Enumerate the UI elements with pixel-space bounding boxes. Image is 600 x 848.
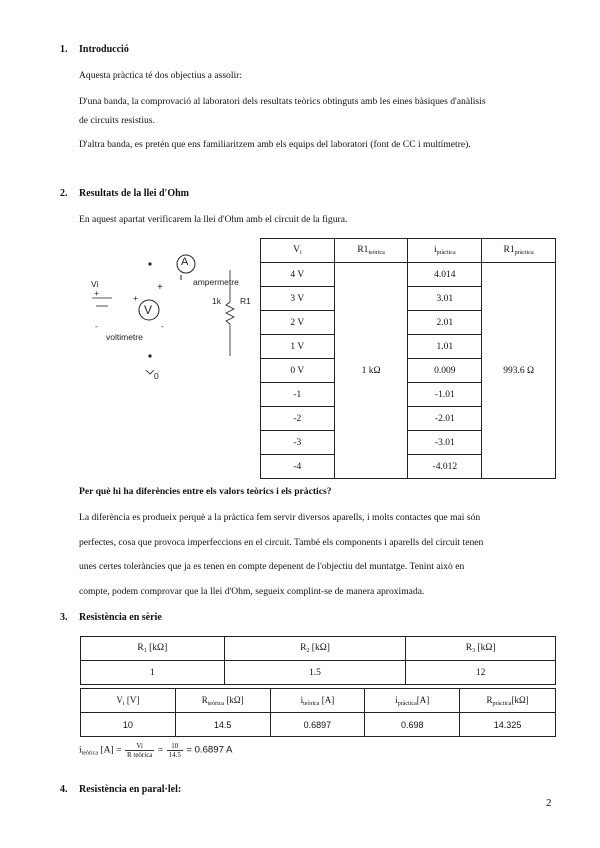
r1-teorica-cell: 1 kΩ <box>334 263 408 479</box>
ammeter-symbol: A <box>181 256 189 268</box>
header-r-teorica: $R_{teòrica}$ [kΩ] <box>175 689 270 713</box>
ohm-law-table <box>260 238 556 479</box>
current-formula <box>79 742 232 759</box>
section-3-title: Resistència en sèrie <box>79 612 162 623</box>
header-i-practica: $i_{pràctica}[A]$ <box>365 689 460 713</box>
i-practica-cell: -4.012 <box>408 455 482 479</box>
voltmeter-label: voltimetre <box>106 332 143 342</box>
resistor-name: R1 <box>240 296 251 306</box>
i-practica-value: 0.698 <box>365 713 460 737</box>
vi-cell: -2 <box>261 407 335 431</box>
series-table-header-row <box>81 637 556 661</box>
section-1-title: Introducció <box>79 44 129 55</box>
answer-line-2: perfectes, cosa que provoca imperfeccions en el circuit. També els components i aparells del circuit tenen <box>79 537 484 548</box>
ammeter-plus: + <box>157 282 163 293</box>
table-row <box>261 263 556 287</box>
fraction-1-denominator: R teòrica <box>126 751 153 759</box>
source-plus: + <box>94 288 99 298</box>
ohm-table-header-row <box>261 239 556 263</box>
i-practica-cell: 0.009 <box>408 359 482 383</box>
r1-practica-cell: 993.6 Ω <box>482 263 556 479</box>
header-r-practica: $R_{pràctica}[k\Omega]$ <box>460 689 556 713</box>
vi-value: 10 <box>81 713 176 737</box>
circuit-drawing <box>80 248 260 388</box>
series-results-table <box>80 688 556 737</box>
intro-line-4: D'altra banda, es pretén que ens familiaritzem amb els equips del laboratori (font de CC i multímetre). <box>79 139 471 150</box>
intro-line-1: Aquesta pràctica té dos objectius a assolir: <box>79 70 243 81</box>
formula-equals: = <box>157 744 164 756</box>
formula-fraction-2 <box>167 742 183 759</box>
formula-result: = 0.6897 A <box>186 744 233 756</box>
formula-lhs: i <box>79 744 82 756</box>
section-2-title: Resultats de la llei d'Ohm <box>79 188 190 199</box>
circuit-diagram <box>80 248 260 388</box>
intro-line-2: D'una banda, la comprovació al laboratori dels resultats teòrics obtinguts amb les eines bàsiques d'anàlisis <box>79 96 486 107</box>
i-practica-cell: -1.01 <box>408 383 482 407</box>
r-teorica-value: 14.5 <box>175 713 270 737</box>
answer-line-4: compte, podem comprovar que la llei d'Ohm, segueix complint-se de manera aproximada. <box>79 586 425 597</box>
section-2-number: 2. <box>60 188 68 199</box>
header-r2: $R_2$ [kΩ] <box>224 637 406 661</box>
ammeter-label: ampermetre <box>193 277 239 287</box>
header-r3: $R_3$ [kΩ] <box>406 637 556 661</box>
resistor-icon <box>226 302 234 324</box>
intro-line-3: de circuits resistius. <box>79 115 155 126</box>
fraction-2-numerator: 10 <box>167 742 183 751</box>
vi-cell: 0 V <box>261 359 335 383</box>
header-vi: $V_i$ <box>261 239 335 263</box>
header-i-practica: $i_{pràctica}$ <box>408 239 482 263</box>
r1-value: 1 <box>81 661 225 685</box>
header-i-teorica: $i_{teòrica}$ [A] <box>270 689 365 713</box>
section-4-title: Resistència en paral·lel: <box>79 784 182 795</box>
vi-cell: -3 <box>261 431 335 455</box>
r3-value: 12 <box>406 661 556 685</box>
section-4-number: 4. <box>60 784 68 795</box>
formula-lhs-unit: [A] = <box>100 744 122 756</box>
header-r1-teorica: $R1_{teòrica}$ <box>334 239 408 263</box>
i-practica-cell: 2.01 <box>408 311 482 335</box>
table-row <box>81 661 556 685</box>
vi-cell: 2 V <box>261 311 335 335</box>
vi-cell: 1 V <box>261 335 335 359</box>
fraction-2-denominator: 14.5 <box>168 751 181 759</box>
section-1-number: 1. <box>60 44 68 55</box>
question: Per què hi ha diferències entre els valors teòrics i els pràctics? <box>79 486 332 497</box>
r2-value: 1.5 <box>224 661 406 685</box>
section-2-intro: En aquest apartat verificarem la llei d'Ohm amb el circuit de la figura. <box>79 214 348 225</box>
fraction-1-numerator: Vi <box>125 742 154 751</box>
voltmeter-minus: - <box>161 321 164 331</box>
source-label: Vi <box>91 279 99 289</box>
ground-label: 0 <box>154 371 159 381</box>
voltmeter-symbol: V <box>144 303 153 317</box>
series-resistors-table <box>80 636 556 685</box>
voltmeter-plus: + <box>133 293 138 303</box>
formula-lhs-sub: teòrica <box>81 750 98 757</box>
vi-cell: 3 V <box>261 287 335 311</box>
results-table-header-row <box>81 689 556 713</box>
page-number: 2 <box>546 797 552 809</box>
header-r1-practica: $R1_{pràctica}$ <box>482 239 556 263</box>
i-practica-cell: 1.01 <box>408 335 482 359</box>
resistor-value: 1k <box>212 296 221 306</box>
source-minus: - <box>95 321 98 331</box>
i-practica-cell: 3.01 <box>408 287 482 311</box>
answer-line-3: unes certes toleràncies que ja es tenen en compte depenent de l'objectiu del muntatge. Tenint això en <box>79 561 465 572</box>
i-practica-cell: -2.01 <box>408 407 482 431</box>
formula-fraction-1 <box>125 742 154 759</box>
table-row <box>81 713 556 737</box>
section-3-number: 3. <box>60 612 68 623</box>
header-r1: $R_1$ [kΩ] <box>81 637 225 661</box>
r-practica-value: 14.325 <box>460 713 556 737</box>
i-teorica-value: 0.6897 <box>270 713 365 737</box>
ground-icon <box>146 370 154 374</box>
vi-cell: 4 V <box>261 263 335 287</box>
i-practica-cell: -3.01 <box>408 431 482 455</box>
header-vi: $V_i$ [V] <box>81 689 176 713</box>
i-practica-cell: 4.014 <box>408 263 482 287</box>
vi-cell: -4 <box>261 455 335 479</box>
vi-cell: -1 <box>261 383 335 407</box>
answer-line-1: La diferència es produeix perquè a la pràctica fem servir diversos aparells, i molts contactes que mai són <box>79 512 481 523</box>
